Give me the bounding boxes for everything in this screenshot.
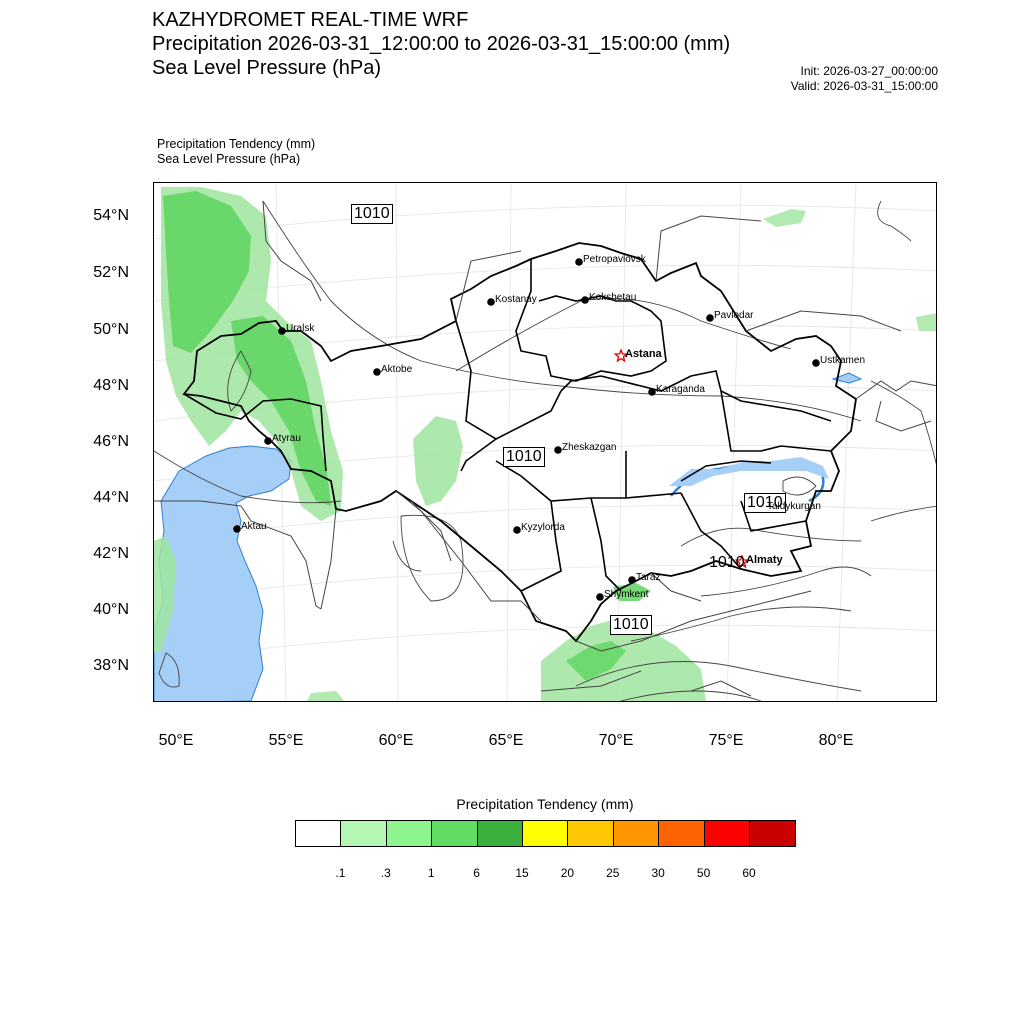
isobar-label: 1010 [744,493,786,513]
city-label-kyzylorda: Kyzylorda [521,522,565,533]
city-label-petropavlovsk: Petropavlovsk [583,254,646,265]
colorbar-swatch [614,821,659,846]
city-marker-kyzylorda [513,526,521,534]
lon-label-50: 50°E [158,732,194,749]
map-panel [153,182,937,702]
colorbar-swatch [387,821,432,846]
lat-label-54: 54°N [93,207,129,224]
isobar-label: 1010 [351,204,393,224]
colorbar-tick-label: 1 [427,866,435,880]
colorbar-swatch [659,821,704,846]
colorbar-tick-label: 60 [742,866,756,880]
city-marker-aktobe [373,368,381,376]
precip-ne-north [763,209,806,227]
precip-subtitle: Precipitation Tendency (mm) [157,137,316,151]
lon-label-60: 60°E [378,732,414,749]
city-label-taraz: Taraz [636,572,661,583]
city-label-taldykurgan: Taldykurgan [767,501,821,512]
city-label-karaganda: Karaganda [656,384,705,395]
precip-sw-corner [306,691,346,702]
lat-label-48: 48°N [93,377,129,394]
colorbar-tick-label: 15 [515,866,529,880]
colorbar-swatch [523,821,568,846]
colorbar-swatch [478,821,523,846]
isobar-label: 1010 [503,447,545,467]
slp-subtitle: Sea Level Pressure (hPa) [157,152,301,166]
city-marker-ustkamen [812,359,820,367]
colorbar-title: Precipitation Tendency (mm) [456,796,634,812]
city-label-atyrau: Atyrau [272,433,301,444]
colorbar-swatch [432,821,477,846]
lon-label-80: 80°E [818,732,854,749]
city-label-uralsk: Uralsk [286,323,315,334]
city-marker-karaganda [648,388,656,396]
city-label-ustkamen: Ustkamen [820,355,866,366]
lat-label-50: 50°N [93,321,129,338]
lat-label-38: 38°N [93,657,129,674]
colorbar-tick-label: 20 [560,866,575,880]
city-label-aktau: Aktau [241,521,267,532]
city-label-almaty: Almaty [746,554,783,566]
init-time: Init: 2026-03-27_00:00:00 [800,64,938,78]
city-marker-aktau [233,525,241,533]
colorbar-swatch [750,821,795,846]
colorbar-tick-label: 30 [651,866,665,880]
chart-title: KAZHYDROMET REAL-TIME WRF [152,9,469,31]
lat-label-52: 52°N [93,264,129,281]
city-marker-atyrau [264,437,272,445]
colorbar-tick-label: 25 [606,866,620,880]
city-label-zheskazgan: Zheskazgan [562,442,617,453]
lon-label-55: 55°E [268,732,304,749]
city-label-astana: Astana [625,348,662,360]
precip-period-title: Precipitation 2026-03-31_12:00:00 to 2026-03-31_15:00:00 (mm) [152,33,731,55]
lat-label-40: 40°N [93,601,129,618]
valid-time: Valid: 2026-03-31_15:00:00 [790,79,938,93]
lat-label-42: 42°N [93,545,129,562]
city-label-pavlodar: Pavlodar [714,310,754,321]
colorbar-swatch [296,821,341,846]
lon-label-70: 70°E [598,732,634,749]
city-label-kostanay: Kostanay [495,294,537,305]
colorbar [295,820,796,847]
precip-ne-east [916,313,937,331]
colorbar-tick-label: .1 [335,866,346,880]
colorbar-tick-label: .3 [380,866,391,880]
colorbar-swatch [705,821,750,846]
city-marker-uralsk [278,327,286,335]
colorbar-swatch [568,821,613,846]
city-marker-pavlodar [706,314,714,322]
city-marker-shymkent [596,593,604,601]
city-label-aktobe: Aktobe [381,364,413,375]
lat-label-46: 46°N [93,433,129,450]
city-marker-taraz [628,576,636,584]
precip-central [413,416,463,506]
lon-label-75: 75°E [708,732,744,749]
city-marker-kostanay [487,298,495,306]
isobar-label: 1010 [709,554,745,571]
city-label-shymkent: Shymkent [604,589,649,600]
city-marker-kokshetau [581,296,589,304]
city-label-kokshetau: Kokshetau [589,292,637,303]
colorbar-swatch [341,821,386,846]
lon-label-65: 65°E [488,732,524,749]
city-marker-zheskazgan [554,446,562,454]
city-marker-petropavlovsk [575,258,583,266]
colorbar-tick-label: 6 [473,866,480,880]
lat-label-44: 44°N [93,489,129,506]
slp-title: Sea Level Pressure (hPa) [152,57,382,79]
colorbar-tick-label: 50 [696,866,711,880]
isobar-label: 1010 [610,615,652,635]
